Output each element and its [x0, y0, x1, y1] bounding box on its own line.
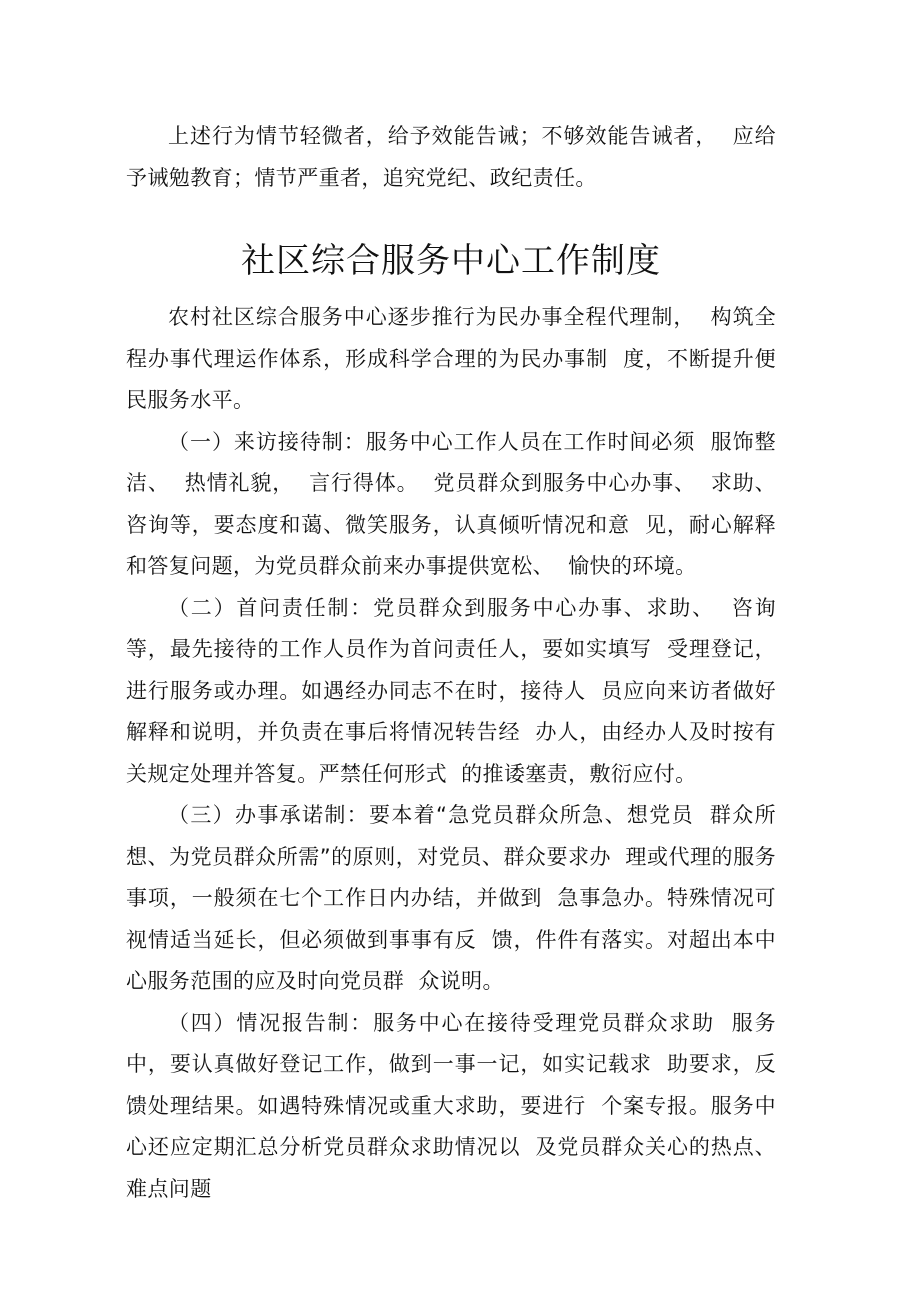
paragraph-overview: 农村社区综合服务中心逐步推行为民办事全程代理制， 构筑全程办事代理运作体系，形成科学合理的为民办事制 度，不断提升便民服务水平。: [126, 305, 776, 412]
paragraph-commitment-system: （三）办事承诺制：要本着“急党员群众所急、想党员 群众所想、为党员群众所需”的原则，对党员、群众要求办 理或代理的服务事项，一般须在七个工作日内办结，并做到 急事急办。特殊情况可视情适当延长，但必须做到事事有反 馈，件件有落实。对超出本中心服务范围的应及时向党员群 众说明。: [126, 803, 776, 993]
paragraph-reception-system: （一）来访接待制：服务中心工作人员在工作时间必须 服饰整洁、 热情礼貌， 言行得体。 党员群众到服务中心办事、 求助、咨询等，要态度和蔼、微笑服务，认真倾听情况和意 见，耐心解释和答复问题，为党员群众前来办事提供宽松、 愉快的环境。: [126, 429, 776, 578]
document-title: 社区综合服务中心工作制度: [241, 241, 661, 281]
paragraph-intro: 上述行为情节轻微者，给予效能告诫；不够效能告诫者， 应给予诫勉教育；情节严重者，追究党纪、政纪责任。: [126, 124, 776, 190]
document-body: [126, 116, 776, 1210]
paragraph-first-responsibility-system: （二）首问责任制：党员群众到服务中心办事、求助、 咨询等，最先接待的工作人员作为首问责任人，要如实填写 受理登记，进行服务或办理。如遇经办同志不在时，接待人 员应向来访者做好解释和说明，并负责在事后将情况转告经 办人，由经办人及时按有关规定处理并答复。严禁任何形式 的推诿塞责，敷衍应付。: [126, 595, 776, 786]
paragraph-reporting-system: （四）情况报告制：服务中心在接待受理党员群众求助 服务中，要认真做好登记工作，做到一事一记，如实记载求 助要求，反馈处理结果。如遇特殊情况或重大求助，要进行 个案专报。服务中心还应定期汇总分析党员群众求助情况以 及党员群众关心的热点、难点问题: [126, 1010, 776, 1201]
